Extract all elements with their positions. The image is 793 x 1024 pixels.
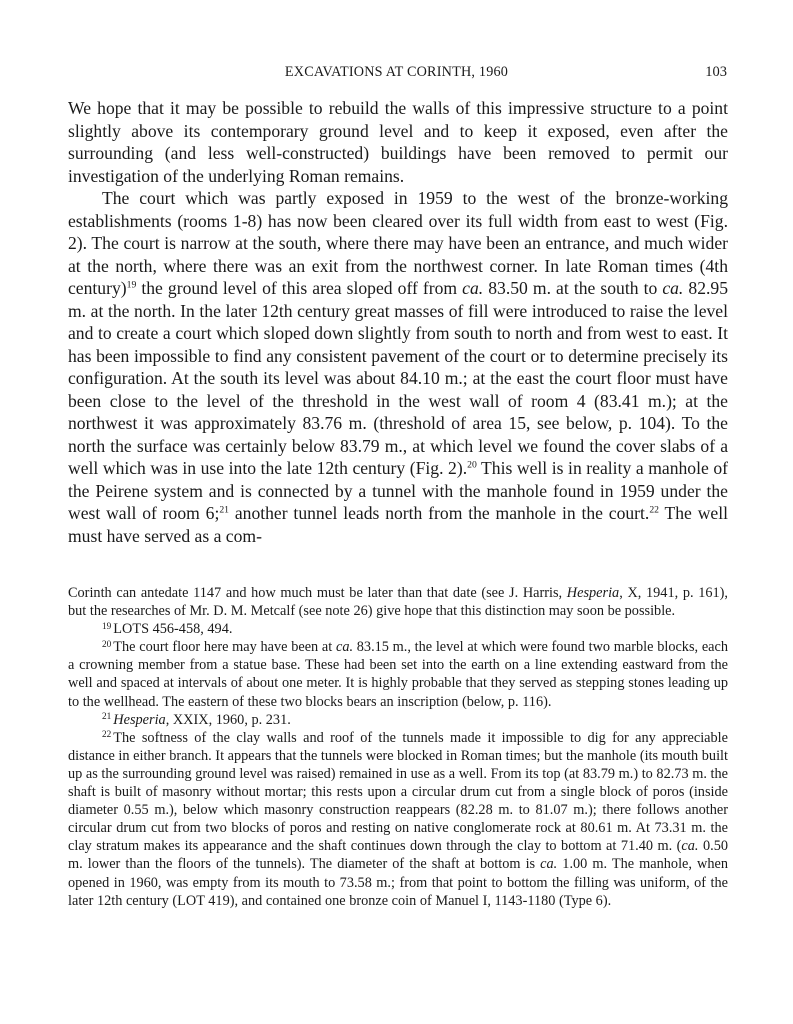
footnote-ref-20[interactable]: 20 <box>467 459 477 471</box>
paragraph-2 <box>68 187 728 547</box>
abbrev-ca: ca. <box>462 278 484 298</box>
text-span: The court floor here may have been at <box>113 639 336 656</box>
text-span: , XXIX, 1960, p. 231. <box>165 711 291 728</box>
footnote-20 <box>68 638 728 710</box>
footnote-22 <box>68 729 728 910</box>
text-span: The well must have served as a com- <box>68 503 728 546</box>
footnote-19 <box>68 620 728 638</box>
text-span: , X, 1941, p. 161), but the researches of Mr. D. M. Metcalf (see note 26) give hope that this distinction may soon be possible. <box>68 585 728 620</box>
text-span: 82.95 m. at the north. In the later 12th century great masses of fill were introduced to raise the level and to create a court which sloped down slightly from south to north and from west to east. It has been impossible to find any consistent pavement of the court or to determine precisely its configuration. At the south its level was about 84.10 m.; at the east the court floor must have been close to the level of the threshold in the west wall of room 4 (83.41 m.); at the northwest it was approximately 83.76 m. (threshold of area 15, see below, p. 104). To the north the surface was certainly below 83.79 m., at which level we found the cover slabs of a well which was in use into the late 12th century (Fig. 2). <box>68 278 728 478</box>
text-span: LOTS 456-458, 494. <box>113 621 233 638</box>
abbrev-ca: ca. <box>662 278 684 298</box>
text-span: The softness of the clay walls and roof of the tunnels made it impossible to dig for any appreciable distance in either branch. It appears that the tunnels were blocked in Roman times; but the manhole (its mouth built up as the surrounding ground level was raised) remained in use as a well. From its top (at 83.79 m.) to 82.73 m. the shaft is built of masonry without mortar; this rests upon a circular drum cut from a single block of poros (inside diameter 0.55 m.), below which masonry construction reappears (82.28 m. to 81.07 m.); there follows another circular drum cut from two blocks of poros and resting on native conglomerate rock at 80.61 m. At 73.31 m. the clay stratum makes its appearance and the shaft continues down through the clay to bottom at 71.40 m. ( <box>68 729 728 855</box>
footnote-ref-19[interactable]: 19 <box>126 279 137 291</box>
footnote-21 <box>68 711 728 729</box>
abbrev-ca: ca. <box>540 856 558 873</box>
paragraph-1: We hope that it may be possible to rebuild the walls of this impressive structure to a point slightly above its contemporary ground level and to keep it exposed, even after the surrounding (and less well-constructed) buildings have been removed to permit our investigation of the underlying Roman remains. <box>68 98 728 186</box>
abbrev-ca: ca. <box>681 838 699 855</box>
footnote-number: 20 <box>102 639 112 650</box>
text-span: 1.00 m. The manhole, when opened in 1960, was empty from its mouth to 73.58 m.; from that point to bottom the filling was uniform, of the later 12th century (LOT 419), and contained one bronze coin of Manuel I, 1143-1180 (Type 6). <box>68 856 729 909</box>
footnote-number: 21 <box>102 712 112 723</box>
footnotes <box>68 584 728 910</box>
main-text <box>68 97 728 547</box>
text-span: 83.50 m. at the south to <box>483 278 663 298</box>
journal-title: Hesperia <box>113 711 166 728</box>
text-span: the ground level of this area sloped off from <box>136 278 463 298</box>
footnote-ref-21[interactable]: 21 <box>219 504 230 516</box>
footnote-number: 19 <box>102 621 112 632</box>
text-span: 83.15 m., the level at which were found two marble blocks, each a crowning member from a statue base. These had been set into the earth on a line extending eastward from the well and spaced at intervals of about one meter. It is highly probable that they served as stepping stones leading up to the wellhead. The eastern of these two blocks bears an inscription (below, p. 116). <box>68 639 729 710</box>
footnote-ref-22[interactable]: 22 <box>649 504 659 516</box>
footnote-continuation <box>68 584 728 620</box>
text-span: 0.50 m. lower than the floors of the tunnels). The diameter of the shaft at bottom is <box>68 838 728 873</box>
text-span: Corinth can antedate 1147 and how much must be later than that date (see J. Harris, <box>68 585 567 601</box>
page-number: 103 <box>705 64 727 80</box>
running-title: EXCAVATIONS AT CORINTH, 1960 <box>284 64 509 80</box>
text-span: The court which was partly exposed in 1959 to the west of the bronze-working establishments (rooms 1-8) has now been cleared over its full width from east to west (Fig. 2). The court is narrow at the south, where there may have been an entrance, and much wider at the north, where there was an exit from the northwest corner. In late Roman times (4th century) <box>68 188 728 298</box>
journal-title: Hesperia <box>566 585 620 601</box>
text-span: This well is in reality a manhole of the Peirene system and is connected by a tunnel with the manhole found in 1959 under the west wall of room 6; <box>68 458 729 523</box>
footnote-number: 22 <box>102 730 112 741</box>
abbrev-ca: ca. <box>335 639 354 656</box>
text-span: another tunnel leads north from the manhole in the court. <box>229 503 650 523</box>
